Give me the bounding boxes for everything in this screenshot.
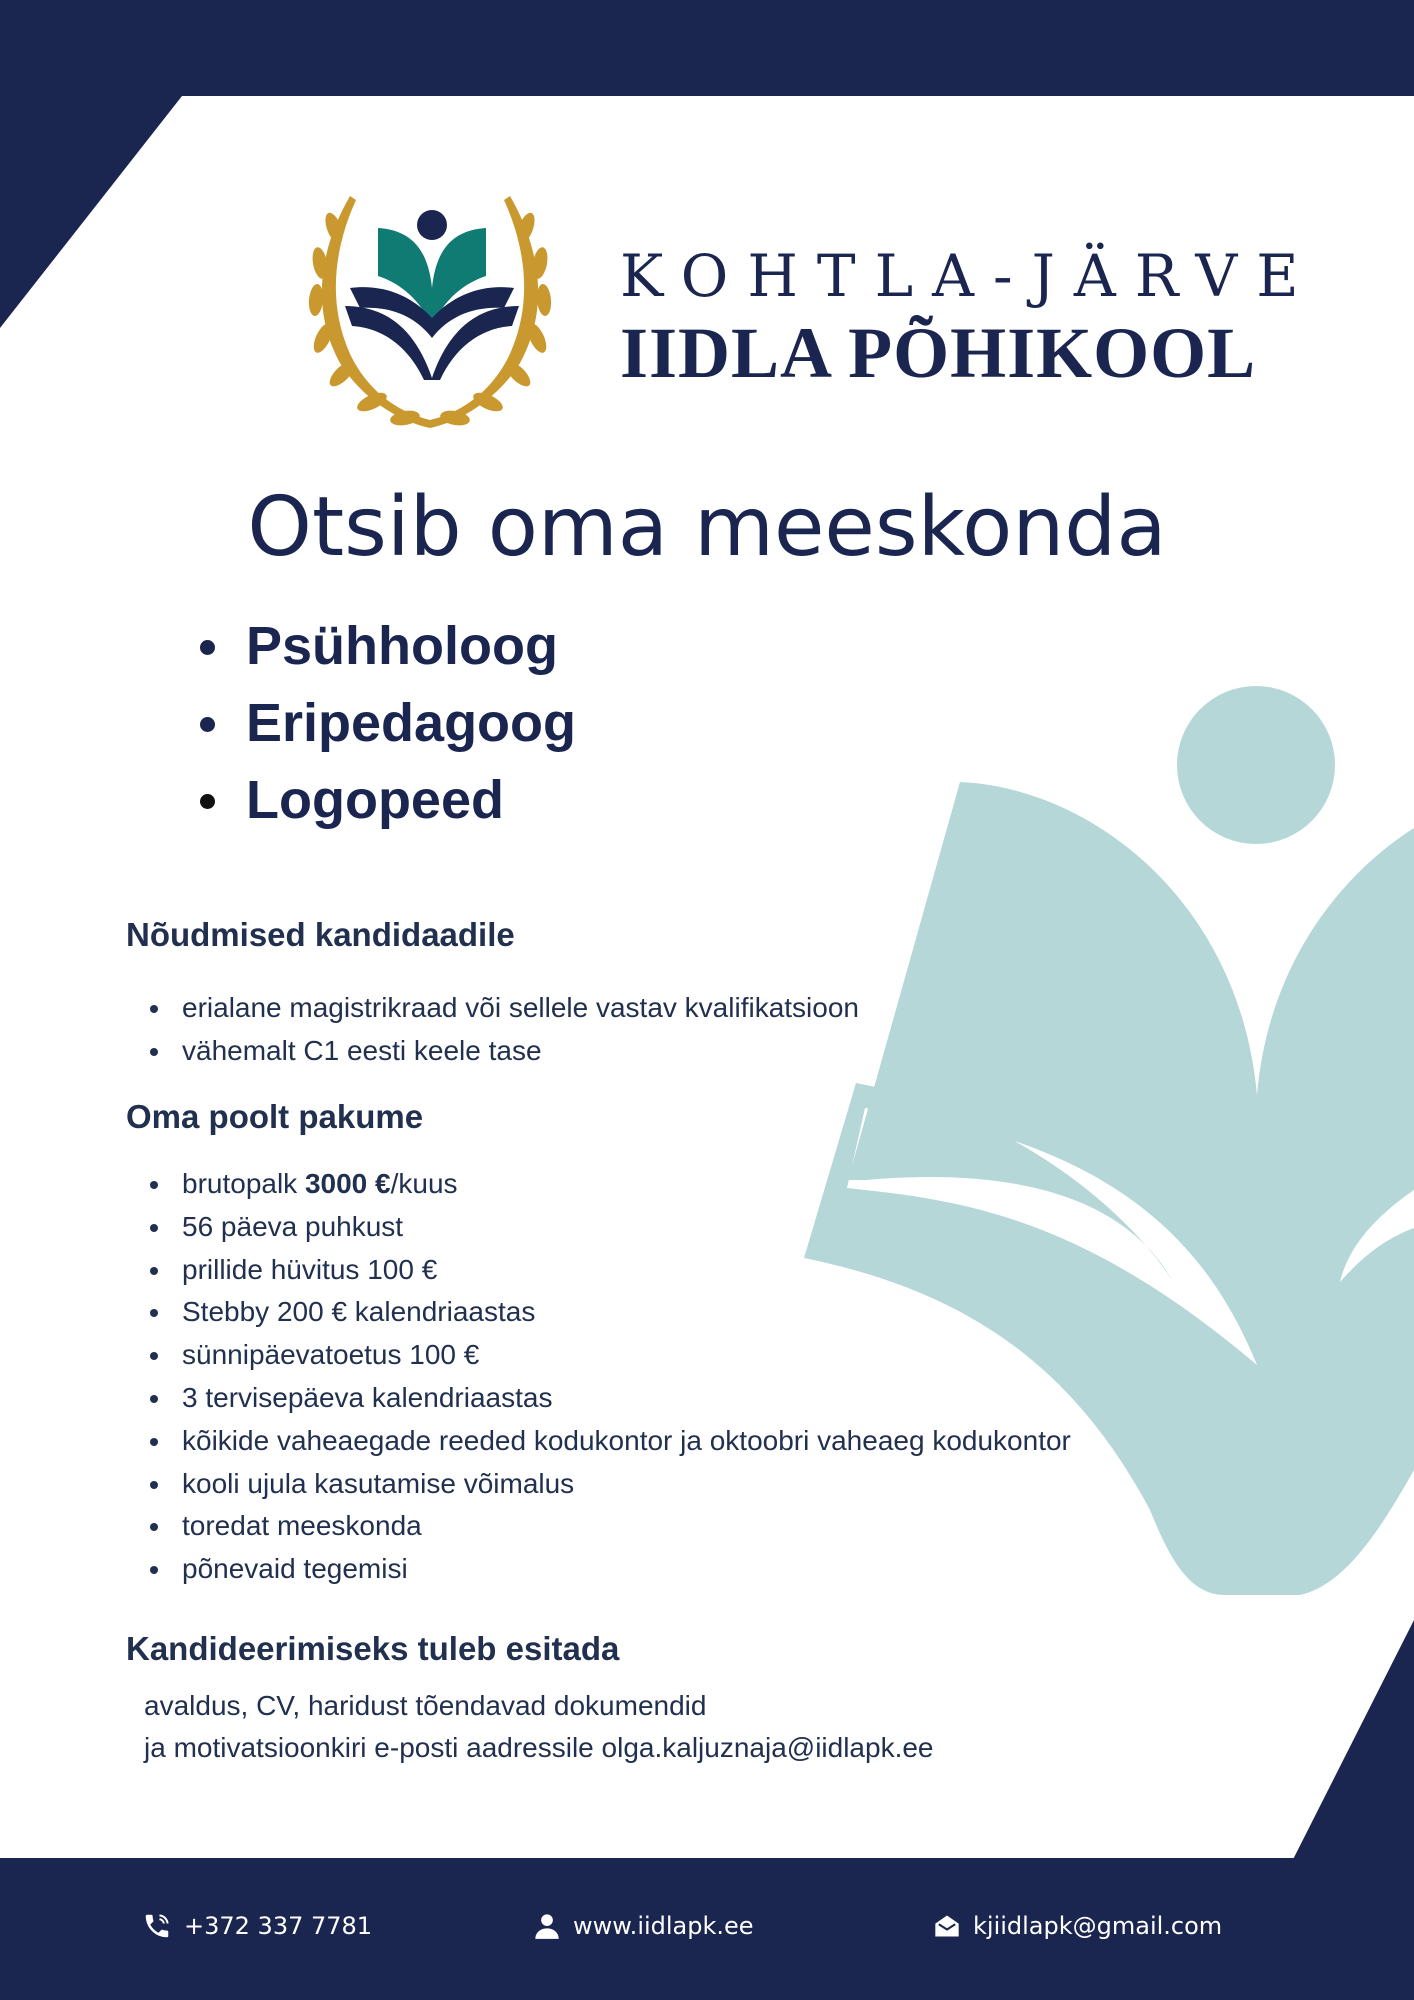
list-item: toredat meeskonda: [148, 1505, 1071, 1548]
requirements-title: Nõudmised kandidaadile: [126, 916, 515, 953]
bullet-icon: [150, 1481, 158, 1489]
positions-list: [200, 608, 576, 839]
contact-website[interactable]: [533, 1906, 754, 1946]
headline: Otsib oma meeskonda: [247, 480, 1167, 575]
salary-amount: 3000 €: [304, 1168, 391, 1199]
bullet-icon: [150, 1566, 158, 1574]
requirements-list: [148, 987, 859, 1073]
bullet-icon: [200, 794, 215, 809]
person-icon: [533, 1911, 561, 1941]
position-item: [200, 762, 576, 839]
bullet-icon: [150, 1395, 158, 1403]
list-item: erialane magistrikraad või sellele vastav kvalifikatsioon: [148, 987, 859, 1030]
position-label: Psühholoog: [246, 616, 558, 676]
apply-title: Kandideerimiseks tuleb esitada: [126, 1630, 620, 1667]
phone-icon: [142, 1911, 172, 1941]
list-item: kooli ujula kasutamise võimalus: [148, 1463, 1071, 1506]
apply-text-line2: ja motivatsioonkiri e-posti aadressile olga.kaljuznaja@iidlapk.ee: [144, 1732, 934, 1763]
bullet-icon: [150, 1048, 158, 1056]
list-item: Stebby 200 € kalendriaastas: [148, 1291, 1071, 1334]
bullet-icon: [150, 1005, 158, 1013]
email-link[interactable]: kjiidlapk@gmail.com: [973, 1912, 1223, 1940]
position-item: [200, 685, 576, 762]
school-name: IIDLA PÕHIKOOL: [620, 313, 1257, 393]
phone-number[interactable]: +372 337 7781: [184, 1912, 373, 1940]
website-link[interactable]: www.iidlapk.ee: [573, 1912, 754, 1940]
envelope-icon: [933, 1911, 961, 1941]
position-label: Logopeed: [246, 770, 504, 830]
list-item: 3 tervisepäeva kalendriaastas: [148, 1377, 1071, 1420]
bullet-icon: [150, 1438, 158, 1446]
list-item-salary: brutopalk 3000 €/kuus: [148, 1163, 1071, 1206]
position-label: Eripedagoog: [246, 693, 577, 753]
bullet-icon: [150, 1523, 158, 1531]
bullet-icon: [200, 640, 215, 655]
list-item: kõikide vaheaegade reeded kodukontor ja oktoobri vaheaeg kodukontor: [148, 1420, 1071, 1463]
offers-list: [148, 1163, 1071, 1591]
bullet-icon: [150, 1224, 158, 1232]
offers-title: Oma poolt pakume: [126, 1098, 424, 1135]
apply-text-line1: avaldus, CV, haridust tõendavad dokumendid: [144, 1690, 707, 1721]
list-item: prillide hüvitus 100 €: [148, 1249, 1071, 1292]
list-item: põnevaid tegemisi: [148, 1548, 1071, 1591]
school-name-city: KOHTLA-JÄRVE: [620, 242, 1318, 310]
bullet-icon: [150, 1309, 158, 1317]
contact-email[interactable]: [933, 1906, 1222, 1946]
list-item: vähemalt C1 eesti keele tase: [148, 1030, 859, 1073]
position-item: [200, 608, 576, 685]
list-item: sünnipäevatoetus 100 €: [148, 1334, 1071, 1377]
bullet-icon: [150, 1352, 158, 1360]
bullet-icon: [200, 717, 215, 732]
bullet-icon: [150, 1267, 158, 1275]
laurel-book-emblem-icon: [290, 188, 570, 438]
contact-phone[interactable]: [142, 1906, 372, 1946]
list-item: 56 päeva puhkust: [148, 1206, 1071, 1249]
bullet-icon: [150, 1181, 158, 1189]
